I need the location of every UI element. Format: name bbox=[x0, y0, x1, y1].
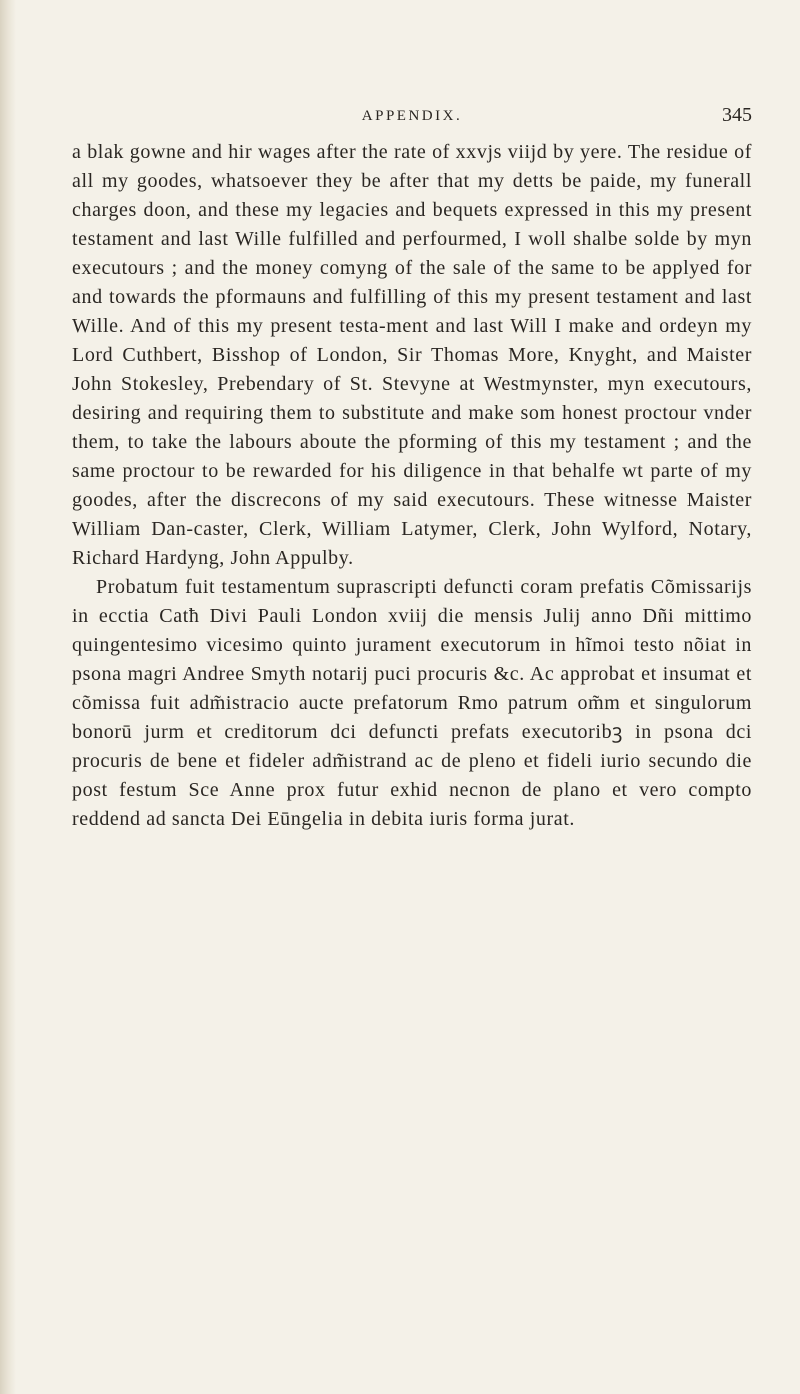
binding-edge bbox=[0, 0, 16, 1394]
page-number: 345 bbox=[722, 104, 752, 126]
running-title: APPENDIX. bbox=[361, 108, 463, 124]
paragraph-probate: Probatum fuit testamentum suprascripti defuncti coram prefatis Cõmissarijs in ecctia Catħ Divi Pauli London xviij die mensis Julij anno Dñi mittimo quingentesimo vicesimo quinto jurament executorum in hĩmoi testo nõiat in psona magri Andree Smyth notarij puci procuris &c. Ac approbat et insumat et cõmissa fuit adm̃istracio aucte prefatorum Rmo patrum om̃m et singulorum bonorū jurm et creditorum dci defuncti prefats executoribꝫ in psona dci procuris de bene et fideler adm̃istrand ac de pleno et fideli iurio secundo die post festum Sce Anne prox futur exhid necnon de plano et vero compto reddend ad sancta Dei Eūngelia in debita iuris forma jurat. bbox=[72, 576, 752, 830]
paragraph-testament: a blak gowne and hir wages after the rate of xxvjs viijd by yere. The residue of all my goodes, whatsoever they be after that my detts be paide, my funerall charges doon, and these my legacies and bequets expressed in this my present testament and last Wille fulfilled and perfourmed, I woll shalbe solde by myn executours ; and the money comyng of the sale of the same to be applyed for and towards the pformauns and fulfilling of this my present testament and last Wille. And of this my present testa-ment and last Will I make and ordeyn my Lord Cuthbert, Bisshop of London, Sir Thomas More, Knyght, and Maister John Stokesley, Prebendary of St. Stevyne at Westmynster, myn executours, desiring and requiring them to substitute and make som honest proctour vnder them, to take the labours aboute the pforming of this my testament ; and the same proctour to be rewarded for his diligence in that behalfe wt parte of my goodes, after the discrecons of my said executours. These witnesse Maister William Dan-caster, Clerk, William Latymer, Clerk, John Wylford, Notary, Richard Hardyng, John Appulby. bbox=[72, 141, 752, 569]
running-head bbox=[72, 100, 752, 132]
book-page bbox=[72, 100, 752, 834]
body-text bbox=[72, 138, 752, 834]
